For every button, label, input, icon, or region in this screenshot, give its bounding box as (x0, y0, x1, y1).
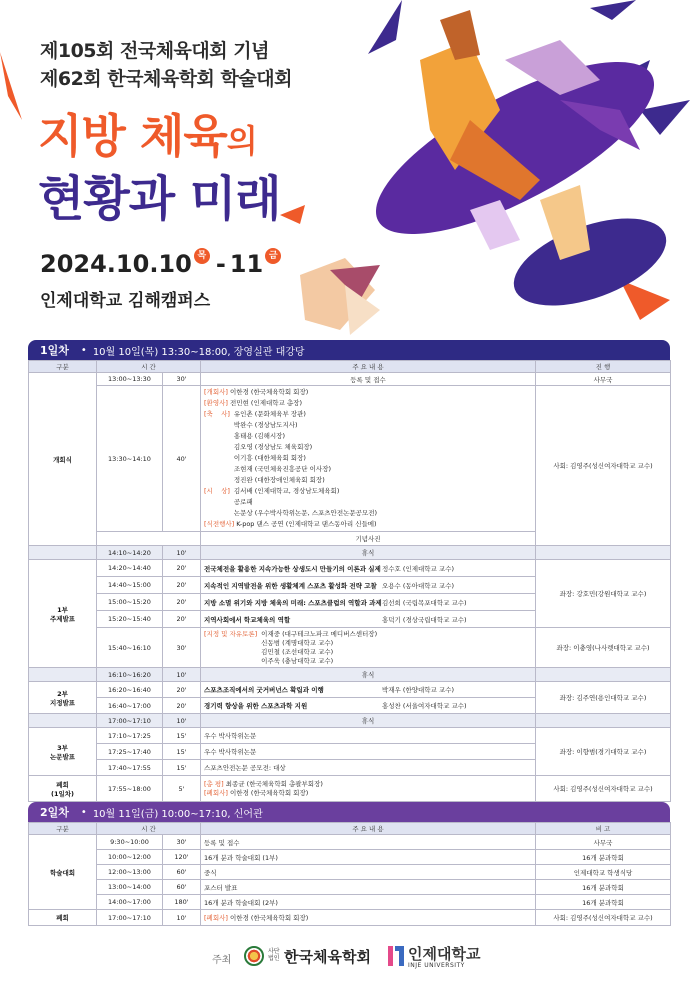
duration-cell: 10' (163, 714, 201, 728)
talk-title: 지방 소멸 위기와 지방 체육의 미래: 스포츠클럽의 역할과 과제 (204, 598, 382, 607)
content-cell: 기념사진 (201, 532, 536, 546)
opening-program-cell (201, 386, 536, 532)
duration-cell: 20' (163, 560, 201, 577)
empty-cell (29, 714, 97, 728)
empty-cell (536, 668, 671, 682)
duration-cell: 10' (163, 910, 201, 926)
program-item (204, 519, 532, 530)
tag-label: [폐회사] (204, 914, 228, 922)
duration-cell: 15' (163, 760, 201, 776)
time-cell: 13:30~14:10 (97, 386, 163, 532)
event-title-line-1 (38, 100, 257, 166)
host-cell: 사회: 김영주(성신여자대학교 교수) (536, 776, 671, 802)
panel-cell (201, 628, 536, 668)
bullet-dot: • (80, 344, 87, 356)
presenter: 정수호 (인제대학교 교수) (382, 564, 454, 573)
duration-cell: 180' (163, 895, 201, 910)
talk-title: 지속적인 지역발전을 위한 생활체계 스포츠 활성화 전략 고찰 (204, 581, 377, 590)
talk-title: 지역사회에서 학교체육의 역할 (204, 615, 291, 624)
time-cell: 14:00~17:00 (97, 895, 163, 910)
inje-name-en: INJE UNIVERSITY (408, 962, 465, 969)
title-text-1: 지방 체육 (38, 109, 227, 163)
time-cell: 17:10~17:25 (97, 728, 163, 744)
col-header-note: 비 고 (536, 823, 671, 835)
content-cell (201, 611, 536, 628)
table-row (29, 865, 671, 880)
day1-schedule-table (28, 360, 671, 802)
note-cell: 16개 분과학회 (536, 850, 671, 865)
tag-label: [지정 및 자유토론] (204, 629, 258, 638)
content-cell (201, 594, 536, 611)
break-label: 휴식 (201, 546, 536, 560)
program-item (204, 486, 532, 519)
footer-sponsors (0, 942, 700, 972)
day1-header (28, 340, 670, 360)
event-date (40, 250, 283, 278)
col-header-category: 구분 (29, 823, 97, 835)
presenter: 홍성찬 (서울여자대학교 교수) (382, 702, 467, 710)
time-cell: 15:40~16:10 (97, 628, 163, 668)
presenter: 오용수 (동아대학교 교수) (382, 581, 454, 590)
ksps-name: 한국체육학회 (284, 948, 371, 966)
tag-label: [시 상] (204, 487, 230, 495)
program-item (204, 387, 532, 398)
table-row (29, 835, 671, 850)
content-cell: 등록 및 접수 (201, 835, 536, 850)
program-item (204, 789, 532, 798)
time-cell: 17:55~18:00 (97, 776, 163, 802)
day2-label: 2일차 (40, 806, 69, 819)
time-cell: 15:00~15:20 (97, 594, 163, 611)
note-cell: 16개 분과학회 (536, 895, 671, 910)
col-header-category: 구분 (29, 361, 97, 373)
ksps-logo-icon (244, 946, 264, 966)
host-cell: 좌장: 김주연(용인대학교 교수) (536, 682, 671, 714)
panelist: 이재중 (대구테크노파크 메디버스센터장) (261, 629, 378, 638)
speaker: 이한경 (한국체육학회 회장) (230, 388, 309, 396)
note-cell: 사회: 김영주(성신여자대학교 교수) (536, 910, 671, 926)
duration-cell: 60' (163, 880, 201, 895)
empty-cell (536, 546, 671, 560)
award-item: 논문상 (우수박사학위논문, 스포츠안전논문공모전) (233, 509, 378, 517)
duration-cell: 30' (163, 835, 201, 850)
empty-cell (536, 714, 671, 728)
ksps-org-type: 사단 법인 (268, 948, 280, 962)
weekday-badge-thu: 목 (194, 248, 210, 264)
time-cell: 12:00~13:00 (97, 865, 163, 880)
duration-cell: 20' (163, 611, 201, 628)
day2-header (28, 802, 670, 822)
duration-cell: 40' (163, 386, 201, 532)
duration-cell: 10' (163, 546, 201, 560)
duration-cell: 60' (163, 865, 201, 880)
empty-cell (97, 532, 201, 546)
duration-cell: 30' (163, 373, 201, 386)
table-row (29, 850, 671, 865)
col-header-host: 진 행 (536, 361, 671, 373)
time-cell: 17:25~17:40 (97, 744, 163, 760)
content-cell: 16개 분과 학술대회 (2부) (201, 895, 536, 910)
event-subtitle-2: 제62회 한국체육학회 학술대회 (40, 68, 292, 90)
content-cell (201, 577, 536, 594)
content-cell: 우수 박사학위논문 (201, 744, 536, 760)
host-label: 주최 (212, 955, 232, 966)
content-cell (201, 910, 536, 926)
program-item (204, 780, 532, 789)
table-row (29, 728, 671, 744)
talk-title: 전국체전을 활용한 지속가능한 상생도시 만들기의 이론과 실제 (204, 564, 381, 573)
time-cell: 9:30~10:00 (97, 835, 163, 850)
speaker: 최종균 (한국체육학회 총괄부회장) (225, 779, 323, 788)
talk-title: 경기력 향상을 위한 스포츠과학 지원 (204, 702, 308, 710)
content-cell (201, 560, 536, 577)
inje-logo-icon (388, 946, 404, 966)
time-cell: 15:20~15:40 (97, 611, 163, 628)
duration-cell: 15' (163, 744, 201, 760)
col-header-time: 시 간 (97, 823, 201, 835)
panelist: 신동범 (계명대학교 교수) (261, 638, 334, 647)
hero-banner (0, 0, 700, 340)
host-cell: 사회: 김영주(성신여자대학교 교수) (536, 386, 671, 546)
speaker: 정진완 (대한장애인체육회 회장) (233, 476, 325, 484)
time-cell: 16:40~17:00 (97, 698, 163, 714)
table-row-break (29, 714, 671, 728)
speaker: 이한경 (한국체육학회 회장) (230, 788, 309, 797)
break-label: 휴식 (201, 668, 536, 682)
event-title-line-2: 현황과 미래 (38, 171, 281, 227)
speaker: 홍태용 (김해시장) (233, 432, 285, 440)
col-header-content: 주 요 내 용 (201, 361, 536, 373)
date-end: 11 (229, 250, 264, 278)
presenter: 김선희 (국립목포대학교 교수) (382, 598, 467, 607)
tag-label: [개회사] (204, 388, 228, 396)
panel-list (204, 630, 532, 666)
empty-cell (29, 668, 97, 682)
duration-cell: 20' (163, 698, 201, 714)
time-cell: 14:10~14:20 (97, 546, 163, 560)
speaker: 이기흥 (대한체육회 회장) (233, 454, 306, 462)
day2-schedule-table (28, 822, 671, 926)
day2-info: 10월 11일(금) 10:00~17:10, 신어관 (92, 808, 263, 820)
date-start: 2024.10.10 (40, 250, 192, 278)
tag-label: [환영사] (204, 399, 228, 407)
speaker: 전민현 (인제대학교 총장) (230, 399, 302, 407)
content-cell: 스포츠안전논문 공모전: 대상 (201, 760, 536, 776)
content-cell (201, 776, 536, 802)
host-cell: 좌장: 강호민(강원대학교 교수) (536, 560, 671, 628)
time-cell: 16:10~16:20 (97, 668, 163, 682)
table-row-break (29, 668, 671, 682)
time-cell: 14:40~15:00 (97, 577, 163, 594)
time-cell: 17:40~17:55 (97, 760, 163, 776)
content-cell: 등록 및 접수 (201, 373, 536, 386)
speaker: 유인촌 (문화체육부 장관) (233, 410, 306, 418)
content-cell (201, 682, 536, 698)
day1-info: 10월 10일(목) 13:30~18:00, 장영실관 대강당 (92, 346, 305, 358)
note-cell: 16개 분과학회 (536, 880, 671, 895)
empty-cell (29, 546, 97, 560)
tag-label: [총 평] (204, 779, 224, 788)
time-cell: 10:00~12:00 (97, 850, 163, 865)
section-closing-day1: 폐회 (1일차) (29, 776, 97, 802)
table-row-break (29, 546, 671, 560)
day1-label: 1일차 (40, 344, 69, 357)
talk-title: 스포츠조직에서의 굿거버넌스 확립과 이행 (204, 686, 324, 694)
table-row (29, 628, 671, 668)
section-opening: 개회식 (29, 373, 97, 546)
speaker: 이한경 (한국체육학회 회장) (230, 914, 309, 922)
award-item: 김서배 (인제대학교, 경상남도체육회) (233, 487, 340, 495)
table-row (29, 776, 671, 802)
time-cell: 13:00~13:30 (97, 373, 163, 386)
program-item (204, 409, 532, 486)
program-item (204, 398, 532, 409)
event-venue: 인제대학교 김해캠퍼스 (40, 291, 211, 311)
content-cell: 우수 박사학위논문 (201, 728, 536, 744)
title-suffix: 의 (226, 122, 257, 160)
time-cell: 14:20~14:40 (97, 560, 163, 577)
speaker: 김오영 (경상남도 체육회장) (233, 443, 313, 451)
host-cell: 사무국 (536, 373, 671, 386)
time-cell: 13:00~14:00 (97, 880, 163, 895)
time-cell: 16:20~16:40 (97, 682, 163, 698)
section-session-3: 3부 논문발표 (29, 728, 97, 776)
col-header-time: 시 간 (97, 361, 201, 373)
content-cell (201, 698, 536, 714)
speaker: 박완수 (경상남도지사) (233, 421, 298, 429)
content-cell: 중식 (201, 865, 536, 880)
table-row (29, 682, 671, 698)
host-cell: 좌장: 이향범(경기대학교 교수) (536, 728, 671, 776)
section-session-2: 2부 지정발표 (29, 682, 97, 714)
host-cell: 좌장: 이충영(나사렛대학교 교수) (536, 628, 671, 668)
presenter: 박재우 (한양대학교 교수) (382, 686, 454, 694)
duration-cell: 30' (163, 628, 201, 668)
duration-cell: 20' (163, 682, 201, 698)
time-cell: 17:00~17:10 (97, 910, 163, 926)
weekday-badge-fri: 금 (265, 248, 281, 264)
performance: K-pop 댄스 공연 (인제대학교 댄스동아리 신들메) (236, 520, 377, 528)
table-row (29, 386, 671, 532)
panelist: 김민철 (조선대학교 교수) (261, 647, 334, 656)
panelist: 이주욱 (충남대학교 교수) (261, 656, 334, 665)
section-session-1: 1부 주제발표 (29, 560, 97, 668)
note-cell: 인제대학교 학생식당 (536, 865, 671, 880)
time-cell: 17:00~17:10 (97, 714, 163, 728)
section-closing: 폐회 (29, 910, 97, 926)
col-header-content: 주 요 내 용 (201, 823, 536, 835)
break-label: 휴식 (201, 714, 536, 728)
table-row (29, 373, 671, 386)
duration-cell: 5' (163, 776, 201, 802)
note-cell: 사무국 (536, 835, 671, 850)
award-item: 공로패 (233, 498, 253, 506)
table-row (29, 895, 671, 910)
duration-cell: 10' (163, 668, 201, 682)
duration-cell: 20' (163, 577, 201, 594)
content-cell: 포스터 발표 (201, 880, 536, 895)
event-subtitle-1: 제105회 전국체육대회 기념 (40, 40, 269, 62)
date-separator: - (215, 250, 226, 278)
table-row (29, 910, 671, 926)
duration-cell: 15' (163, 728, 201, 744)
presenter: 홍덕기 (경상국립대학교 교수) (382, 615, 467, 624)
table-row (29, 560, 671, 577)
table-row (29, 880, 671, 895)
tag-label: [축 사] (204, 410, 230, 418)
duration-cell: 120' (163, 850, 201, 865)
speaker: 조현재 (국민체육진흥공단 이사장) (233, 465, 332, 473)
inje-name: 인제대학교 (408, 945, 481, 963)
content-cell: 16개 분과 학술대회 (1부) (201, 850, 536, 865)
bullet-dot: • (80, 806, 87, 818)
section-conference: 학술대회 (29, 835, 97, 910)
duration-cell: 20' (163, 594, 201, 611)
tag-label: [폐회사] (204, 788, 228, 797)
tag-label: [식전행사] (204, 520, 235, 528)
